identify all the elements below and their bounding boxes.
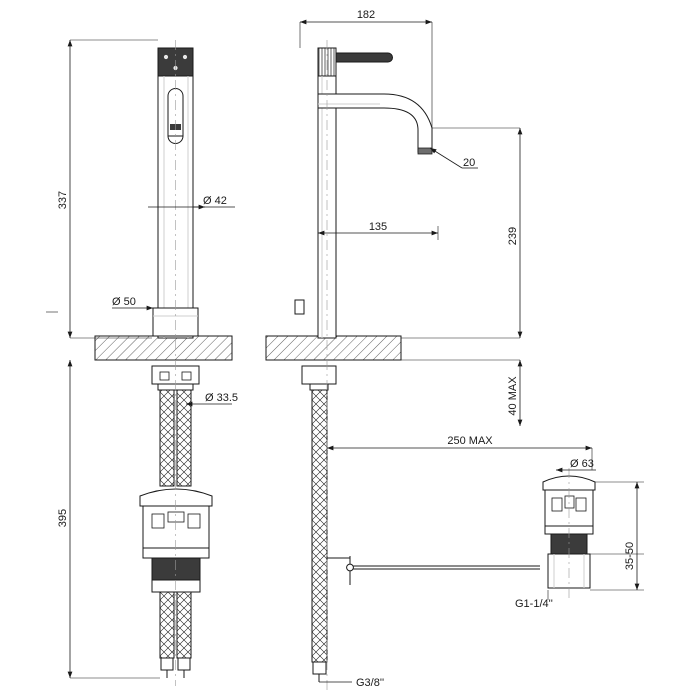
dim-label-g114: G1-1/4'' [515,598,553,610]
side-flexible-hose [312,390,327,682]
side-deck-slab [266,336,401,360]
side-lift-rod-linkage [327,556,540,585]
dim-waste-3550 [590,482,644,590]
dim-waste-d63 [556,458,596,470]
dim-label-40max: 40 MAX [507,376,519,416]
dim-front-d50 [112,296,153,308]
dim-front-337 [57,40,158,338]
waste-view-group [515,458,644,610]
dim-side-g38 [319,677,384,689]
dim-side-250max [327,435,592,470]
dim-label-d42: Ø 42 [203,195,227,207]
waste-slot-left [552,498,562,511]
dim-front-d335 [186,392,238,404]
dim-label-d63: Ø 63 [570,458,594,470]
waste-stem [565,496,574,508]
side-fixing-block [302,366,336,390]
front-deck-slab [95,336,232,360]
waste-slot-right [576,498,586,511]
dim-label-d50: Ø 50 [112,296,136,308]
dim-label-g38: G3/8'' [356,677,385,689]
front-view-group [46,40,238,686]
side-boss [295,300,304,314]
dim-label-d335: Ø 33.5 [205,392,239,404]
side-lever [336,53,393,62]
dim-label-239: 239 [507,226,519,246]
dim-side-20 [430,148,478,169]
front-waste-assembly [140,489,212,592]
dim-label-182: 182 [356,9,376,21]
dim-label-3550: 35-50 [624,541,636,571]
dim-label-250max: 250 MAX [447,435,493,447]
side-view-group [266,9,592,690]
dim-label-20: 20 [463,157,476,169]
dim-side-40max [401,360,520,426]
dim-label-395: 395 [57,508,69,528]
dim-label-135: 135 [368,221,388,233]
dim-label-337: 337 [57,190,69,210]
dim-waste-g114 [515,590,553,610]
